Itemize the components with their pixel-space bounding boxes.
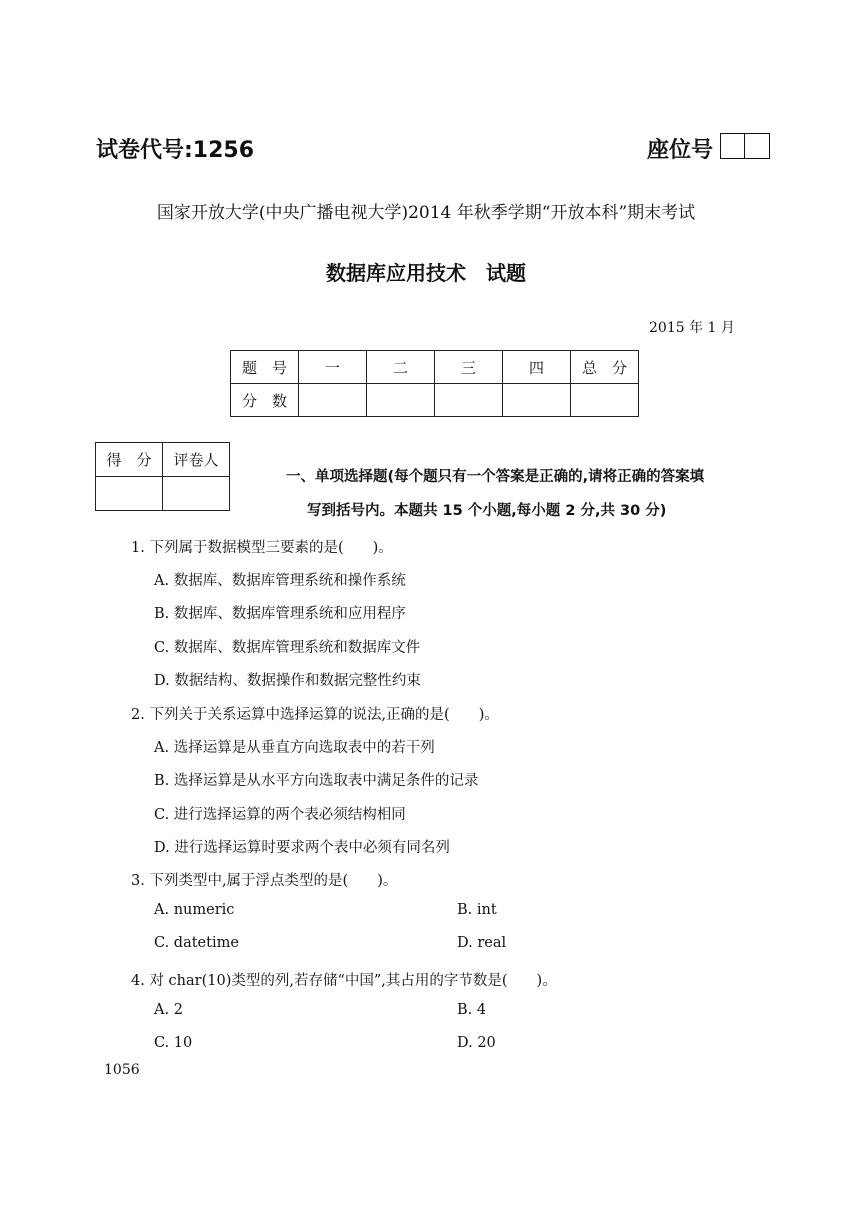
grader-table-input-row [96, 477, 230, 511]
seat-number-box[interactable] [720, 133, 745, 159]
question-option: A. numeric [154, 902, 235, 918]
score-table-cell: 总 分 [571, 351, 639, 384]
question-text: 2. 下列关于关系运算中选择运算的说法,正确的是( )。 [131, 707, 499, 723]
score-input-cell[interactable] [571, 384, 639, 417]
score-table-score-row [231, 384, 639, 417]
score-input-cell[interactable] [435, 384, 503, 417]
question-option: B. int [457, 902, 497, 918]
question-option: A. 数据库、数据库管理系统和操作系统 [154, 573, 406, 589]
question-text: 3. 下列类型中,属于浮点类型的是( )。 [131, 873, 398, 889]
question-option: D. 20 [457, 1035, 496, 1051]
grader-score-cell[interactable] [96, 477, 163, 511]
score-input-cell[interactable] [299, 384, 367, 417]
question-option: C. 进行选择运算的两个表必须结构相同 [154, 807, 406, 823]
score-table-cell: 一 [299, 351, 367, 384]
question-text: 1. 下列属于数据模型三要素的是( )。 [131, 540, 393, 556]
exam-title: 国家开放大学(中央广播电视大学)2014 年秋季学期“开放本科”期末考试 [156, 203, 696, 223]
question-option: B. 4 [457, 1002, 487, 1018]
seat-number-box[interactable] [745, 133, 770, 159]
score-input-cell[interactable] [367, 384, 435, 417]
question-option: C. datetime [154, 935, 239, 951]
question-option: B. 选择运算是从水平方向选取表中满足条件的记录 [154, 773, 479, 789]
score-table-cell: 分 数 [231, 384, 299, 417]
grader-table-header-row [96, 443, 230, 477]
page-number: 1056 [104, 1062, 140, 1078]
question-option: D. 进行选择运算时要求两个表中必须有同名列 [154, 840, 450, 856]
section-heading-continued: 写到括号内。本题共 15 个小题,每小题 2 分,共 30 分) [307, 503, 667, 519]
score-table-cell: 三 [435, 351, 503, 384]
seat-number-label: 座位号 [647, 138, 714, 163]
score-table-cell: 二 [367, 351, 435, 384]
exam-date: 2015 年 1 月 [649, 320, 735, 336]
question-option: C. 10 [154, 1035, 193, 1051]
question-option: B. 数据库、数据库管理系统和应用程序 [154, 606, 406, 622]
question-option: D. 数据结构、数据操作和数据完整性约束 [154, 673, 421, 689]
score-table-cell: 题 号 [231, 351, 299, 384]
grader-name-cell[interactable] [163, 477, 230, 511]
score-table-header-row [231, 351, 639, 384]
grader-table-cell: 得 分 [96, 443, 163, 477]
seat-number-boxes [720, 133, 770, 159]
grader-table [95, 442, 230, 511]
score-input-cell[interactable] [503, 384, 571, 417]
score-table-cell: 四 [503, 351, 571, 384]
question-option: A. 选择运算是从垂直方向选取表中的若干列 [154, 740, 435, 756]
subject-title: 数据库应用技术 试题 [326, 261, 526, 285]
score-table [230, 350, 639, 417]
grader-table-cell: 评卷人 [163, 443, 230, 477]
question-option: D. real [457, 935, 507, 951]
section-heading: 一、单项选择题(每个题只有一个答案是正确的,请将正确的答案填 [286, 469, 705, 485]
question-option: A. 2 [154, 1002, 183, 1018]
question-option: C. 数据库、数据库管理系统和数据库文件 [154, 640, 421, 656]
question-text: 4. 对 char(10)类型的列,若存储“中国”,其占用的字节数是( )。 [131, 973, 557, 989]
paper-code: 试卷代号:1256 [96, 138, 255, 163]
